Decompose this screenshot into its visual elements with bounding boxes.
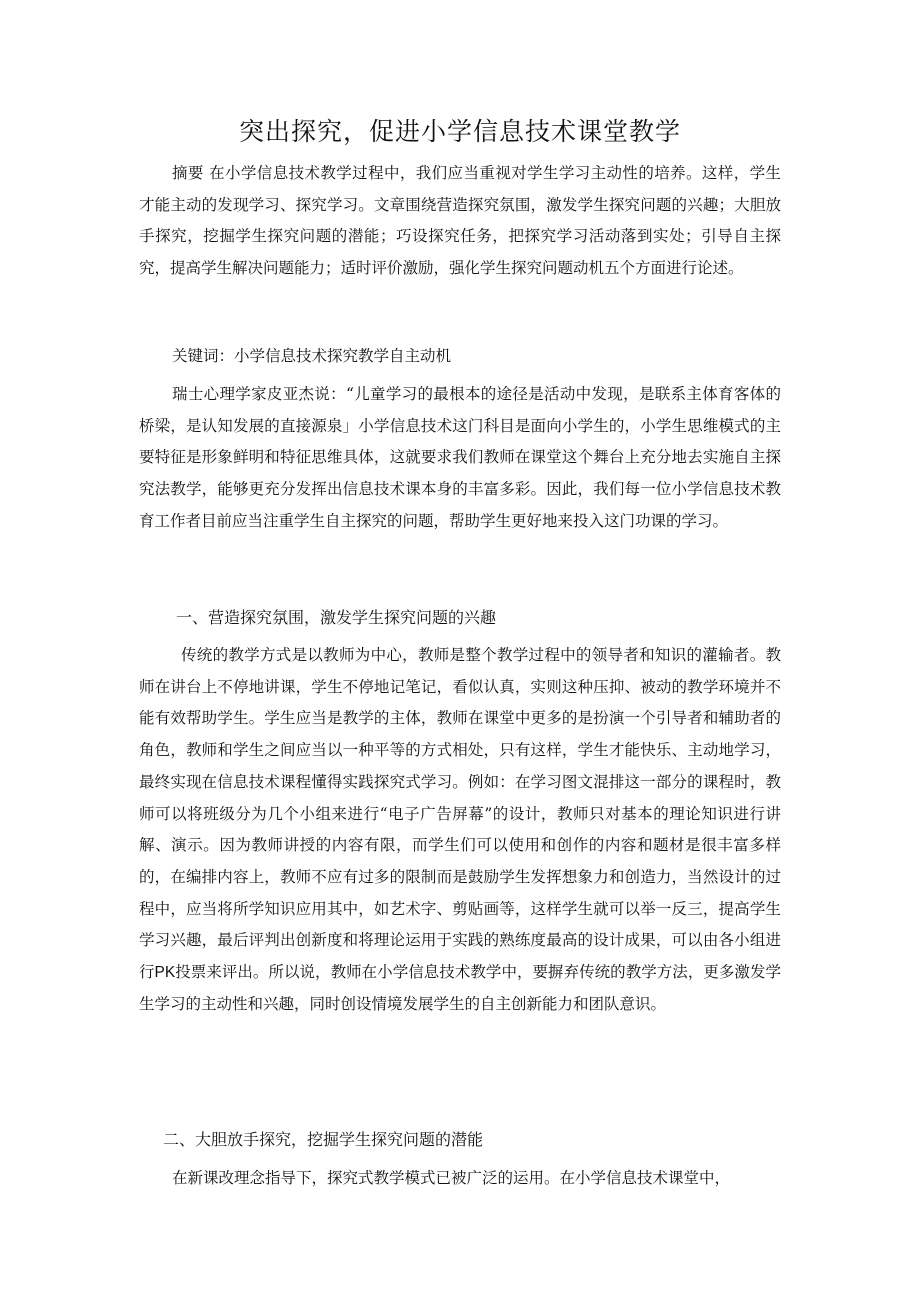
section-1-paragraph (139, 640, 781, 1020)
keywords-paragraph (139, 341, 781, 373)
abstract-text: 在小学信息技术教学过程中，我们应当重视对学生学习主动性的培养。这样，学生才能主动的发现学习、探究学习。文章围绕营造探究氛围，激发学生探究问题的兴趣；大胆放手探究，挖掘学生探究问题的潜能；巧设探究任务，把探究学习活动落到实处；引导自主探究，提高学生解决问题能力；适时评价激励，强化学生探究问题动机五个方面进行论述。 (139, 164, 781, 278)
abstract-label: 摘要 (172, 164, 204, 182)
section-1-text-b: 投票来评出。所以说，教师在小学信息技术教学中，要摒弃传统的教学方法，更多激发学生学习的主动性和兴趣，同时创设情境发展学生的自主创新能力和团队意识。 (139, 963, 781, 1013)
keywords-label: 关键词： (172, 347, 235, 365)
intro-paragraph: 瑞士心理学家皮亚杰说：“儿童学习的最根本的途径是活动中发现，是联系主体育客体的桥梁，是认知发展的直接源泉」小学信息技术这门科目是面向小学生的，小学生思维模式的主要特征是形象鲜明和特征思维具体，这就要求我们教师在课堂这个舞台上充分地去实施自主探究法教学，能够更充分发挥出信息技术课本身的丰富多彩。因此，我们每一位小学信息技术教育工作者目前应当注重学生自主探究的问题，帮助学生更好地来投入这门功课的学习。 (139, 385, 781, 530)
abstract-paragraph (139, 158, 781, 285)
section-2-heading: 二、大胆放手探究，挖掘学生探究问题的潜能 (163, 1130, 484, 1149)
section-1-heading: 一、营造探究氛围，激发学生探究问题的兴趣 (176, 608, 497, 627)
section-1-text-a: 传统的教学方式是以教师为中心，教师是整个教学过程中的领导者和知识的灌输者。教师在讲台上不停地讲课，学生不停地记笔记，看似认真，实则这种压抑、被动的教学环境并不能有效帮助学生。学生应当是教学的主体，教师在课堂中更多的是扮演一个引导者和辅助者的角色，教师和学生之间应当以一种平等的方式相处，只有这样，学生才能快乐、主动地学习，最终实现在信息技术课程懂得实践探究式学习。例如：在学习图文混排这一部分的课程时，教师可以将班级分为几个小组来进行“电子广告屏幕”的设计，教师只对基本的理论知识进行讲解、演示。因为教师讲授的内容有限，而学生们可以使用和创作的内容和题材是很丰富多样的，在编排内容上，教师不应有过多的限制而是鼓励学生发挥想象力和创造力，当然设计的过程中，应当将所学知识应用其中，如艺术字、剪贴画等，这样学生就可以举一反三，提高学生学习兴趣，最后评判出创新度和将理论运用于实践的熟练度最高的设计成果，可以由各小组进行 (139, 646, 781, 982)
keywords-text: 小学信息技术探究教学自主动机 (234, 347, 452, 365)
section-2-paragraph: 在新课改理念指导下，探究式教学模式已被广泛的运用。在小学信息技术课堂中， (172, 1169, 731, 1187)
document-title: 突出探究，促进小学信息技术课堂教学 (238, 117, 681, 146)
pk-term: PK (154, 964, 176, 982)
